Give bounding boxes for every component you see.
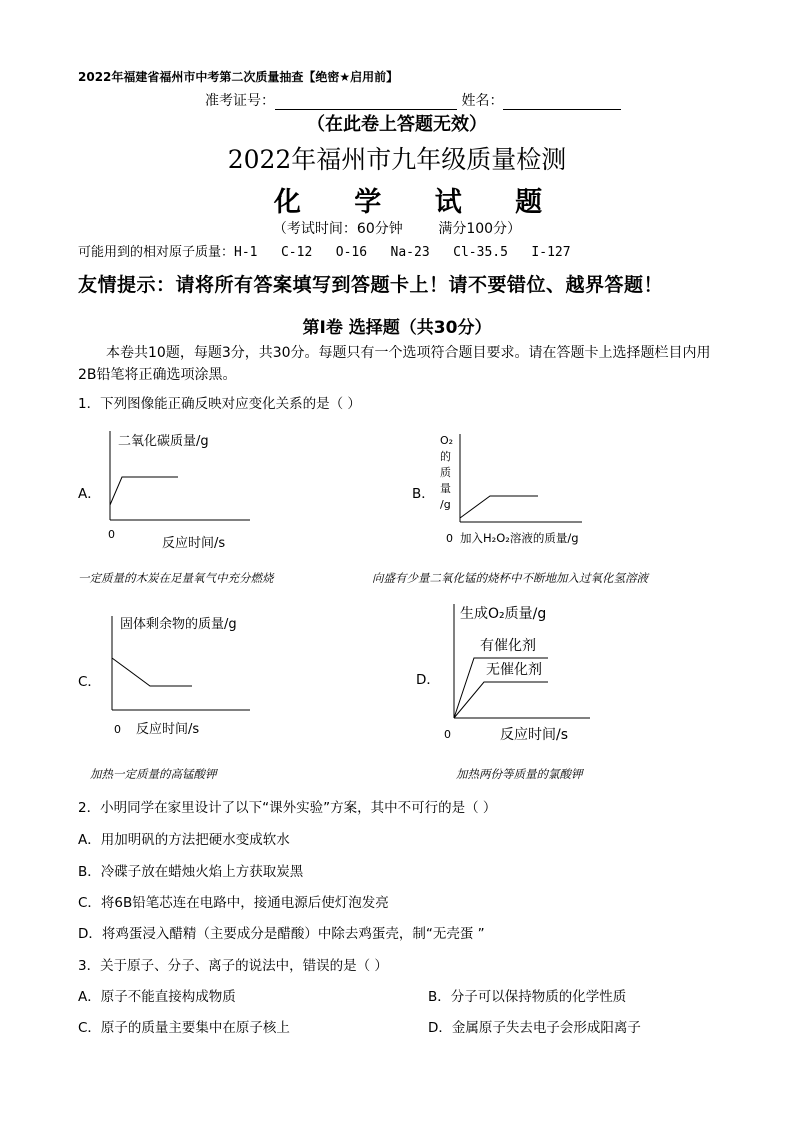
- name-blank: [503, 95, 621, 110]
- graph-a: [100, 425, 260, 555]
- graph-b-ylabel-3: 量: [440, 482, 451, 495]
- graph-d-origin: 0: [444, 728, 451, 741]
- graph-b-ylabel-2: 质: [440, 466, 451, 479]
- exam-source: 2022年福建省福州市中考第二次质量抽查【绝密★启用前】: [78, 70, 399, 84]
- graph-b-xlabel: 加入H₂O₂溶液的质量/g: [460, 531, 579, 545]
- graph-a-origin: 0: [108, 528, 115, 541]
- graph-c-caption: 加热一定质量的高锰酸钾: [90, 767, 217, 781]
- graph-b-curve: [460, 496, 538, 518]
- q3-stem: 3．关于原子、分子、离子的说法中，错误的是（ ）: [78, 958, 388, 974]
- graph-b-ylabel-1: 的: [440, 450, 451, 463]
- graph-c-xlabel: 反应时间/s: [136, 722, 200, 737]
- q2-stem: 2．小明同学在家里设计了以下“课外实验”方案，其中不可行的是（ ）: [78, 800, 497, 816]
- graph-d: [440, 600, 620, 750]
- graph-b: [432, 430, 612, 550]
- graph-b-ylabel-4: /g: [440, 498, 451, 511]
- q3-option-d: D．金属原子失去电子会形成阳离子: [428, 1020, 641, 1036]
- id-name-row: [205, 90, 621, 110]
- graph-d-curve2-label: 无催化剂: [486, 662, 542, 678]
- graph-b-ylabel-0: O₂: [440, 434, 454, 447]
- graph-d-letter: D．: [416, 672, 440, 688]
- graph-c-letter: C．: [78, 674, 101, 690]
- invalid-notice: （在此卷上答题无效）: [307, 114, 487, 135]
- graph-c-ylabel: 固体剩余物的质量/g: [120, 617, 237, 632]
- subject-title: 化 学 试 题: [273, 187, 565, 218]
- q2-option-b: B．冷碟子放在蜡烛火焰上方获取炭黑: [78, 864, 304, 880]
- graph-c-curve: [112, 658, 192, 686]
- graph-a-caption: 一定质量的木炭在足量氧气中充分燃烧: [78, 571, 274, 585]
- q2-option-d: D．将鸡蛋浸入醋精（主要成分是醋酸）中除去鸡蛋壳，制“无壳蛋 ”: [78, 926, 485, 942]
- graph-a-curve: [110, 477, 178, 505]
- graph-d-xlabel: 反应时间/s: [500, 727, 569, 743]
- exam-id-label: 准考证号：: [205, 93, 275, 109]
- section-title: 第Ⅰ卷 选择题（共30分）: [302, 318, 492, 338]
- q3-option-c: C．原子的质量主要集中在原子核上: [78, 1020, 290, 1036]
- graph-c-origin: 0: [114, 723, 121, 736]
- graph-d-ylabel: 生成O₂质量/g: [460, 606, 547, 622]
- exam-title: 2022年福州市九年级质量检测: [227, 145, 567, 174]
- section-intro: 本卷共10题，每题3分，共30分。每题只有一个选项符合题目要求。请在答题卡上选择题栏目内用2B铅笔将正确选项涂黑。: [78, 345, 711, 383]
- friendly-tip: 友情提示：请将所有答案填写到答题卡上！请不要错位、越界答题！: [78, 274, 664, 296]
- graph-b-caption: 向盛有少量二氧化锰的烧杯中不断地加入过氧化氢溶液: [372, 571, 648, 585]
- graph-d-curve-no-catalyst: [454, 682, 548, 718]
- graph-a-letter: A．: [78, 486, 101, 502]
- graph-d-caption: 加热两份等质量的氯酸钾: [456, 767, 583, 781]
- graph-a-xlabel: 反应时间/s: [162, 536, 226, 551]
- time-info: （考试时间：60分钟 满分100分）: [272, 221, 522, 237]
- q2-option-a: A．用加明矾的方法把硬水变成软水: [78, 832, 290, 848]
- q1-stem: 1．下列图像能正确反映对应变化关系的是（ ）: [78, 396, 361, 412]
- q3-option-b: B．分子可以保持物质的化学性质: [428, 989, 627, 1005]
- exam-id-blank: [275, 95, 457, 110]
- atomic-masses: 可能用到的相对原子质量：H-1 C-12 O-16 Na-23 Cl-35.5 I-127: [78, 245, 571, 260]
- graph-a-ylabel: 二氧化碳质量/g: [118, 434, 209, 449]
- graph-d-curve1-label: 有催化剂: [480, 638, 536, 654]
- graph-c: [100, 610, 260, 745]
- name-label: 姓名：: [461, 93, 504, 109]
- graph-b-origin: 0: [446, 532, 453, 545]
- q3-option-a: A．原子不能直接构成物质: [78, 989, 236, 1005]
- q2-option-c: C．将6B铅笔芯连在电路中，接通电源后使灯泡发亮: [78, 895, 389, 911]
- graph-b-letter: B．: [412, 486, 435, 502]
